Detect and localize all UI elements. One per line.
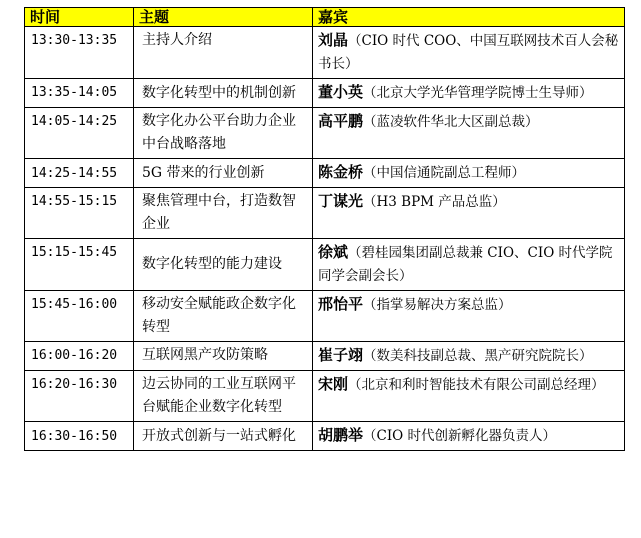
table-row <box>25 108 625 159</box>
topic-cell: 开放式创新与一站式孵化 <box>134 422 313 451</box>
topic-cell: 互联网黑产攻防策略 <box>134 342 313 371</box>
table-row <box>25 188 625 239</box>
guest-cell <box>313 291 625 342</box>
table-row <box>25 422 625 451</box>
time-cell: 15:45-16:00 <box>25 291 134 342</box>
time-cell: 16:30-16:50 <box>25 422 134 451</box>
time-cell: 13:35-14:05 <box>25 79 134 108</box>
time-cell: 14:25-14:55 <box>25 159 134 188</box>
time-cell: 15:15-15:45 <box>25 239 134 291</box>
time-cell: 16:20-16:30 <box>25 371 134 422</box>
topic-cell: 聚焦管理中台，打造数智企业 <box>134 188 313 239</box>
guest-cell <box>313 79 625 108</box>
guest-title: （北京大学光华管理学院博士生导师） <box>363 85 593 101</box>
guest-cell <box>313 422 625 451</box>
guest-name: 崔子翊 <box>318 346 364 364</box>
table-row <box>25 371 625 422</box>
guest-name: 刘晶 <box>318 31 349 49</box>
topic-cell: 数字化转型的能力建设 <box>134 239 313 291</box>
guest-title: （中国信通院副总工程师） <box>363 165 526 181</box>
guest-title: （指掌易解决方案总监） <box>363 297 512 313</box>
time-cell: 14:05-14:25 <box>25 108 134 159</box>
topic-cell: 数字化办公平台助力企业中台战略落地 <box>134 108 313 159</box>
header-guest: 嘉宾 <box>313 8 625 27</box>
guest-title: （碧桂园集团副总裁兼 CIO、CIO 时代学院同学会副会长） <box>318 245 613 284</box>
guest-name: 邢怡平 <box>318 295 364 313</box>
topic-cell: 移动安全赋能政企数字化转型 <box>134 291 313 342</box>
guest-cell <box>313 188 625 239</box>
table-row <box>25 342 625 371</box>
table-row <box>25 291 625 342</box>
guest-cell <box>313 371 625 422</box>
guest-title: （CIO 时代创新孵化器负责人） <box>363 428 557 444</box>
guest-name: 丁谋光 <box>318 192 364 210</box>
guest-name: 高平鹏 <box>318 112 364 130</box>
time-cell: 13:30-13:35 <box>25 27 134 79</box>
guest-title: （数美科技副总裁、黑产研究院院长） <box>363 348 593 364</box>
topic-cell: 边云协同的工业互联网平台赋能企业数字化转型 <box>134 371 313 422</box>
table-row <box>25 159 625 188</box>
time-cell: 16:00-16:20 <box>25 342 134 371</box>
guest-title: （蓝凌软件华北大区副总裁） <box>363 114 539 130</box>
guest-cell <box>313 108 625 159</box>
guest-name: 徐斌 <box>318 243 349 261</box>
table-row <box>25 27 625 79</box>
guest-name: 董小英 <box>318 83 364 101</box>
topic-cell: 5G 带来的行业创新 <box>134 159 313 188</box>
header-row <box>25 8 625 27</box>
guest-cell <box>313 27 625 79</box>
guest-cell <box>313 342 625 371</box>
guest-name: 宋刚 <box>318 375 349 393</box>
guest-cell <box>313 239 625 291</box>
table-row <box>25 239 625 291</box>
guest-cell <box>313 159 625 188</box>
topic-cell: 数字化转型中的机制创新 <box>134 79 313 108</box>
header-topic: 主题 <box>134 8 313 27</box>
guest-title: （北京和利时智能技术有限公司副总经理） <box>348 377 605 393</box>
agenda-table <box>24 7 625 451</box>
table-row <box>25 79 625 108</box>
guest-name: 胡鹏举 <box>318 426 364 444</box>
guest-title: （CIO 时代 COO、中国互联网技术百人会秘书长） <box>318 33 619 72</box>
topic-cell: 主持人介绍 <box>134 27 313 79</box>
time-cell: 14:55-15:15 <box>25 188 134 239</box>
guest-name: 陈金桥 <box>318 163 364 181</box>
guest-title: （H3 BPM 产品总监） <box>363 194 506 210</box>
header-time: 时间 <box>25 8 134 27</box>
